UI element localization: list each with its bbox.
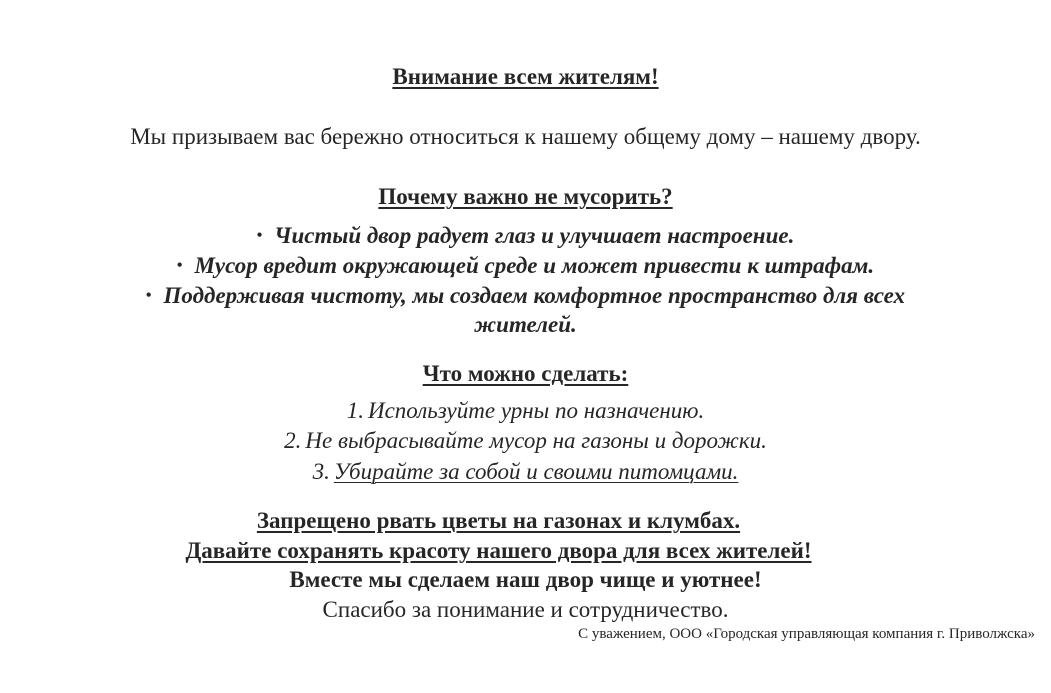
- why-item-text-continued: жителей.: [474, 312, 577, 337]
- why-bullet-2: [0, 253, 1051, 279]
- why-bullet-3: [0, 283, 1051, 309]
- why-heading-line: [0, 184, 1051, 210]
- bullet-dot-icon: •: [145, 287, 152, 304]
- why-item-text: Чистый двор радует глаз и улучшает настроение.: [274, 223, 795, 248]
- why-bullet-3-continued: [0, 312, 1051, 338]
- what-item-text: Используйте урны по назначению.: [367, 398, 705, 423]
- thanks-line: [0, 597, 1051, 623]
- appeal-line: [0, 538, 1024, 564]
- bullet-dot-icon: •: [176, 257, 183, 274]
- list-number: 3.: [312, 459, 330, 484]
- what-heading: Что можно сделать:: [422, 361, 629, 386]
- notice-title: Внимание всем жителям!: [392, 64, 659, 89]
- intro-line: [0, 124, 1051, 150]
- what-item-2: [0, 428, 1051, 454]
- what-item-3: [0, 459, 1051, 485]
- prohibited-line: [0, 508, 1024, 534]
- why-bullet-1: [0, 223, 1051, 249]
- thanks-text: Спасибо за понимание и сотрудничество.: [322, 597, 729, 622]
- why-item-text: Мусор вредит окружающей среде и может привести к штрафам.: [194, 253, 875, 278]
- what-item-1: [0, 398, 1051, 424]
- why-item-text: Поддерживая чистоту, мы создаем комфортное пространство для всех: [163, 283, 906, 308]
- bullet-dot-icon: •: [256, 227, 263, 244]
- together-line: [0, 567, 1051, 593]
- together-text: Вместе мы сделаем наш двор чище и уютнее!: [289, 567, 762, 592]
- what-item-text: Не выбрасывайте мусор на газоны и дорожки.: [305, 428, 767, 453]
- intro-text: Мы призываем вас бережно относиться к нашему общему дому – нашему двору.: [130, 124, 921, 149]
- what-heading-line: [0, 361, 1051, 387]
- appeal-text: Давайте сохранять красоту нашего двора для всех жителей!: [185, 538, 812, 563]
- list-number: 2.: [284, 428, 302, 453]
- notice-title-line: [0, 64, 1051, 90]
- signature: С уважением, ООО «Городская управляющая компания г. Приволжска»: [578, 626, 1035, 642]
- why-heading: Почему важно не мусорить?: [378, 184, 673, 209]
- list-number: 1.: [346, 398, 364, 423]
- prohibited-text: Запрещено рвать цветы на газонах и клумбах.: [256, 508, 741, 533]
- what-item-text: Убирайте за собой и своими питомцами.: [333, 459, 739, 484]
